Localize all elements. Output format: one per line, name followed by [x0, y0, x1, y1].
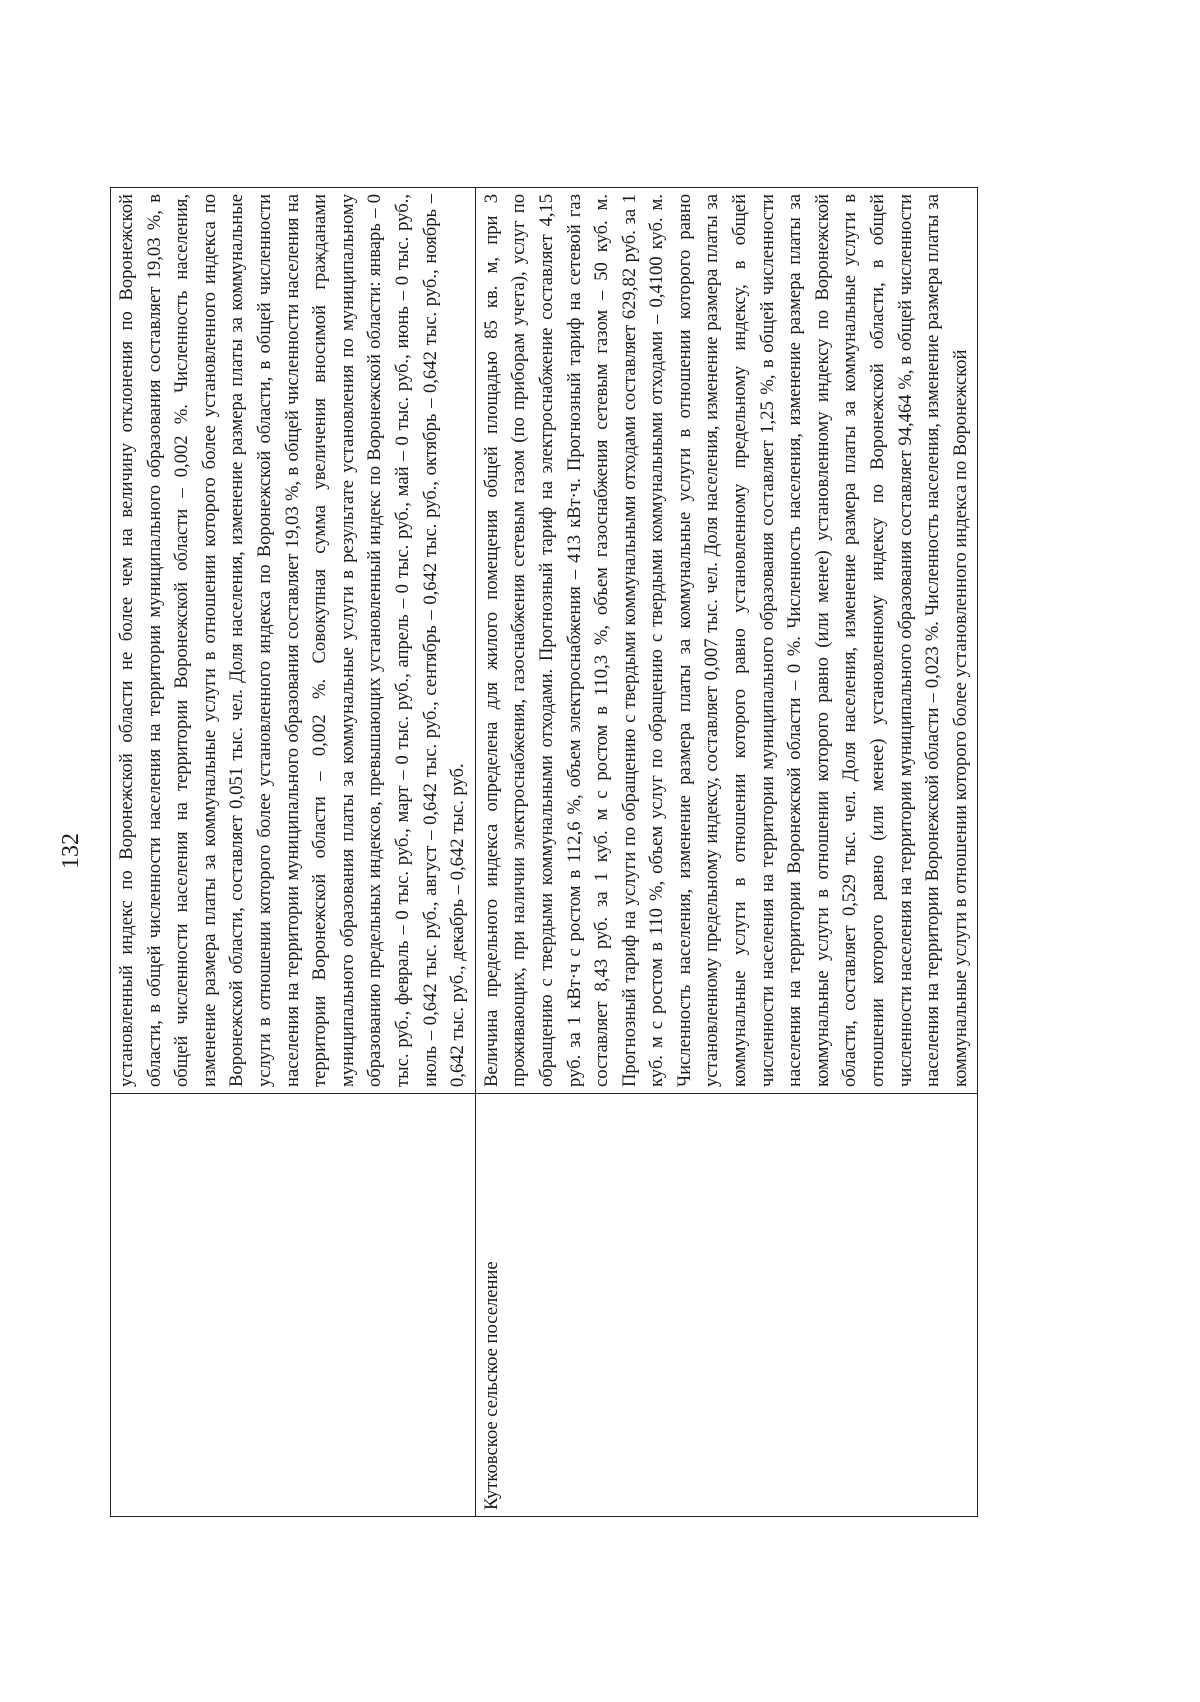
page-number: 132	[58, 833, 84, 869]
description-cell: Величина предельного индекса определена для жилого помещения общей площадью 85 кв. м, при 3 проживающих, при наличии электроснабжения, газоснабжения сетевым газом (по приборам учета), услуг по обращению с твердыми коммунальными отходами. Прогнозный тариф на электроснабжение составляет 4,15 руб. за 1 кВт·ч с ростом в 112,6 %, объем электроснабжения – 413 кВт·ч. Прогнозный тариф на сетевой газ составляет 8,43 руб. за 1 куб. м с ростом в 110,3 %, объем газоснабжения сетевым газом – 50 куб. м. Прогнозный тариф на услуги по обращению с твердыми коммунальными отходами составляет 629,82 руб. за 1 куб. м с ростом в 110 %, объем услуг по обращению с твердыми коммунальными отходами – 0,4100 куб. м. Численность населения, изменение размера платы за коммунальные услуги в отношении которого равно установленному предельному индексу, составляет 0,007 тыс. чел. Доля населения, изменение размера платы за коммунальные услуги в отношении которого равно установленному предельному индексу, в общей численности населения на территории муниципального образования составляет 1,25 %, в общей численности населения на территории Воронежской области – 0 %. Численность населения, изменение размера платы за коммунальные услуги в отношении которого равно (или менее) установленному индексу по Воронежской области, составляет 0,529 тыс. чел. Доля населения, изменение размера платы за коммунальные услуги в отношении которого равно (или менее) установленному индексу по Воронежской области, в общей численности населения на территории муниципального образования составляет 94,464 %, в общей численности населения на территории Воронежской области – 0,023 %. Численность населения, изменение размера платы за коммунальные услуги в отношении которого более установленного индекса по Воронежской	[475, 188, 978, 1094]
document-table	[110, 187, 978, 1517]
description-cell: установленный индекс по Воронежской области не более чем на величину отклонения по Воронежской области, в общей численности населения на территории муниципального образования составляет 19,03 %, в общей численности населения на территории Воронежской области – 0,002 %. Численность населения, изменение размера платы за коммунальные услуги в отношении которого более установленного индекса по Воронежской области, составляет 0,051 тыс. чел. Доля населения, изменение размера платы за коммунальные услуги в отношении которого более установленного индекса по Воронежской области, в общей численности населения на территории муниципального образования составляет 19,03 %, в общей численности населения на территории Воронежской области – 0,002 %. Совокупная сумма увеличения вносимой гражданами муниципального образования платы за коммунальные услуги в результате установления по муниципальному образованию предельных индексов, превышающих установленный индекс по Воронежской области: январь – 0 тыс. руб., февраль – 0 тыс. руб., март – 0 тыс. руб., апрель – 0 тыс. руб., май – 0 тыс. руб., июнь – 0 тыс. руб., июль – 0,642 тыс. руб., август – 0,642 тыс. руб., сентябрь – 0,642 тыс. руб., октябрь – 0,642 тыс. руб., ноябрь – 0,642 тыс. руб., декабрь – 0,642 тыс. руб.	[111, 188, 476, 1094]
municipality-name-cell: Кутковское сельское поселение	[475, 1094, 978, 1517]
municipality-name-cell	[111, 1094, 476, 1517]
table-row	[475, 188, 978, 1517]
table-row	[111, 188, 476, 1517]
